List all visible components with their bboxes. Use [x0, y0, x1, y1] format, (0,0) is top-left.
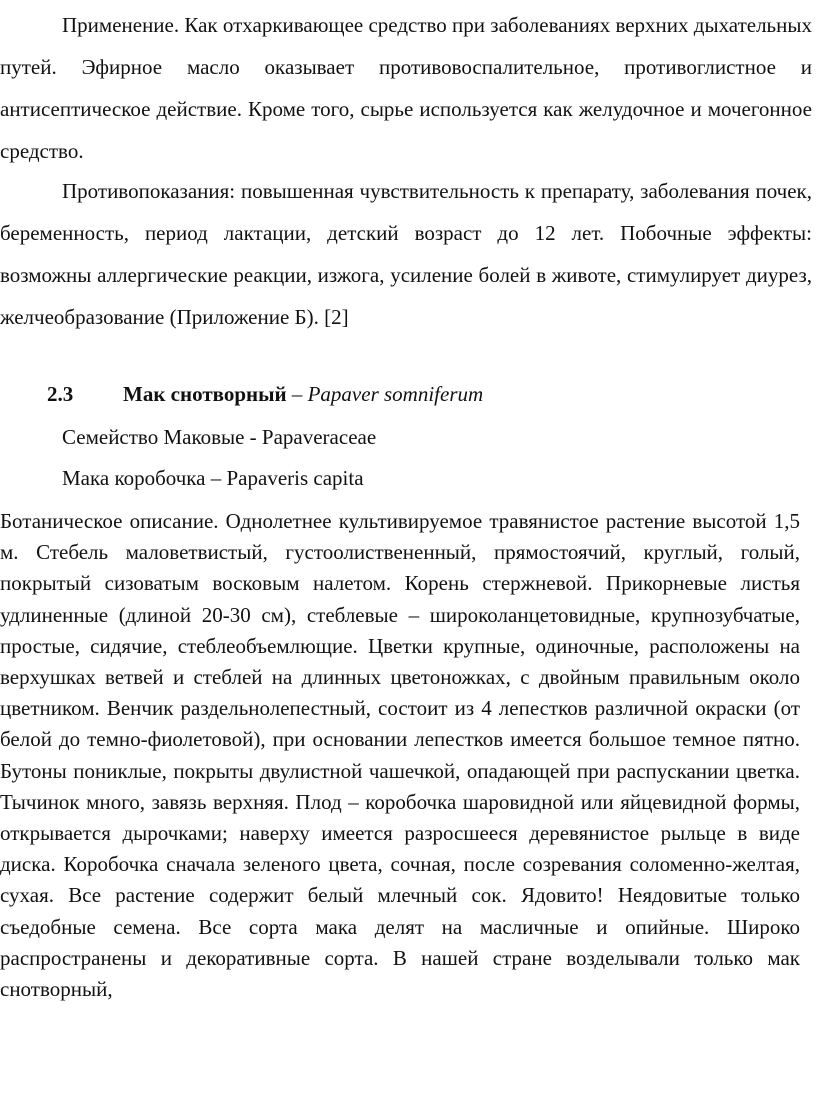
section-dash: –	[286, 382, 308, 406]
paragraph-botanical-description: Ботаническое описание. Однолетнее культивируемое травянистое растение высотой 1,5 м. Стебель маловетвистый, густоолиствененный, прямостоячий, круглый, голый, покрытый сизоватым восковым налетом. Корень стержневой. Прикорневые листья удлиненные (длиной 20-30 см), стеблевые – широколанцетовидные, крупнозубчатые, простые, сидячие, стеблеобъемлющие. Цветки крупные, одиночные, расположены на верхушках ветвей и стеблей на длинных цветоножках, с двойным правильным около цветником. Венчик раздельнолепестный, состоит из 4 лепестков различной окраски (от белой до темно-фиолетовой), при основании лепестков имеется большое темное пятно. Бутоны пониклые, покрыты двулистной чашечкой, опадающей при распускании цветка. Тычинок много, завязь верхняя. Плод – коробочка шаровидной или яйцевидной формы, открывается дырочками; наверху имеется разросшееся деревянистое рыльце в виде диска. Коробочка сначала зеленого цвета, сочная, после созревания соломенно-желтая, сухая. Все растение содержит белый млечный сок. Ядовито! Неядовитые только съедобные семена. Все сорта мака делят на масличные и опийные. Широко распространены и декоративные сорта. В нашей стране возделывали только мак снотворный,	[0, 509, 800, 1002]
section-heading	[47, 378, 483, 410]
raw-material-line: Мака коробочка – Papaveris capita	[62, 466, 364, 490]
paragraph-contraindications: Противопоказания: повышенная чувствительность к препарату, заболевания почек, беременность, период лактации, детский возраст до 12 лет. Побочные эффекты: возможны аллергические реакции, изжога, усиление болей в животе, стимулирует диурез, желчеобразование (Приложение Б). [2]	[0, 179, 812, 329]
family-line: Семейство Маковые - Papaveraceae	[62, 425, 377, 449]
paragraph-application: Применение. Как отхаркивающее средство при заболеваниях верхних дыхательных путей. Эфирное масло оказывает противовоспалительное, противоглистное и антисептическое действие. Кроме того, сырье используется как желудочное и мочегонное средство.	[0, 13, 812, 163]
section-latin-name: Papaver somniferum	[307, 382, 484, 406]
section-title: Мак снотворный	[123, 382, 287, 406]
section-number: 2.3	[47, 382, 74, 406]
